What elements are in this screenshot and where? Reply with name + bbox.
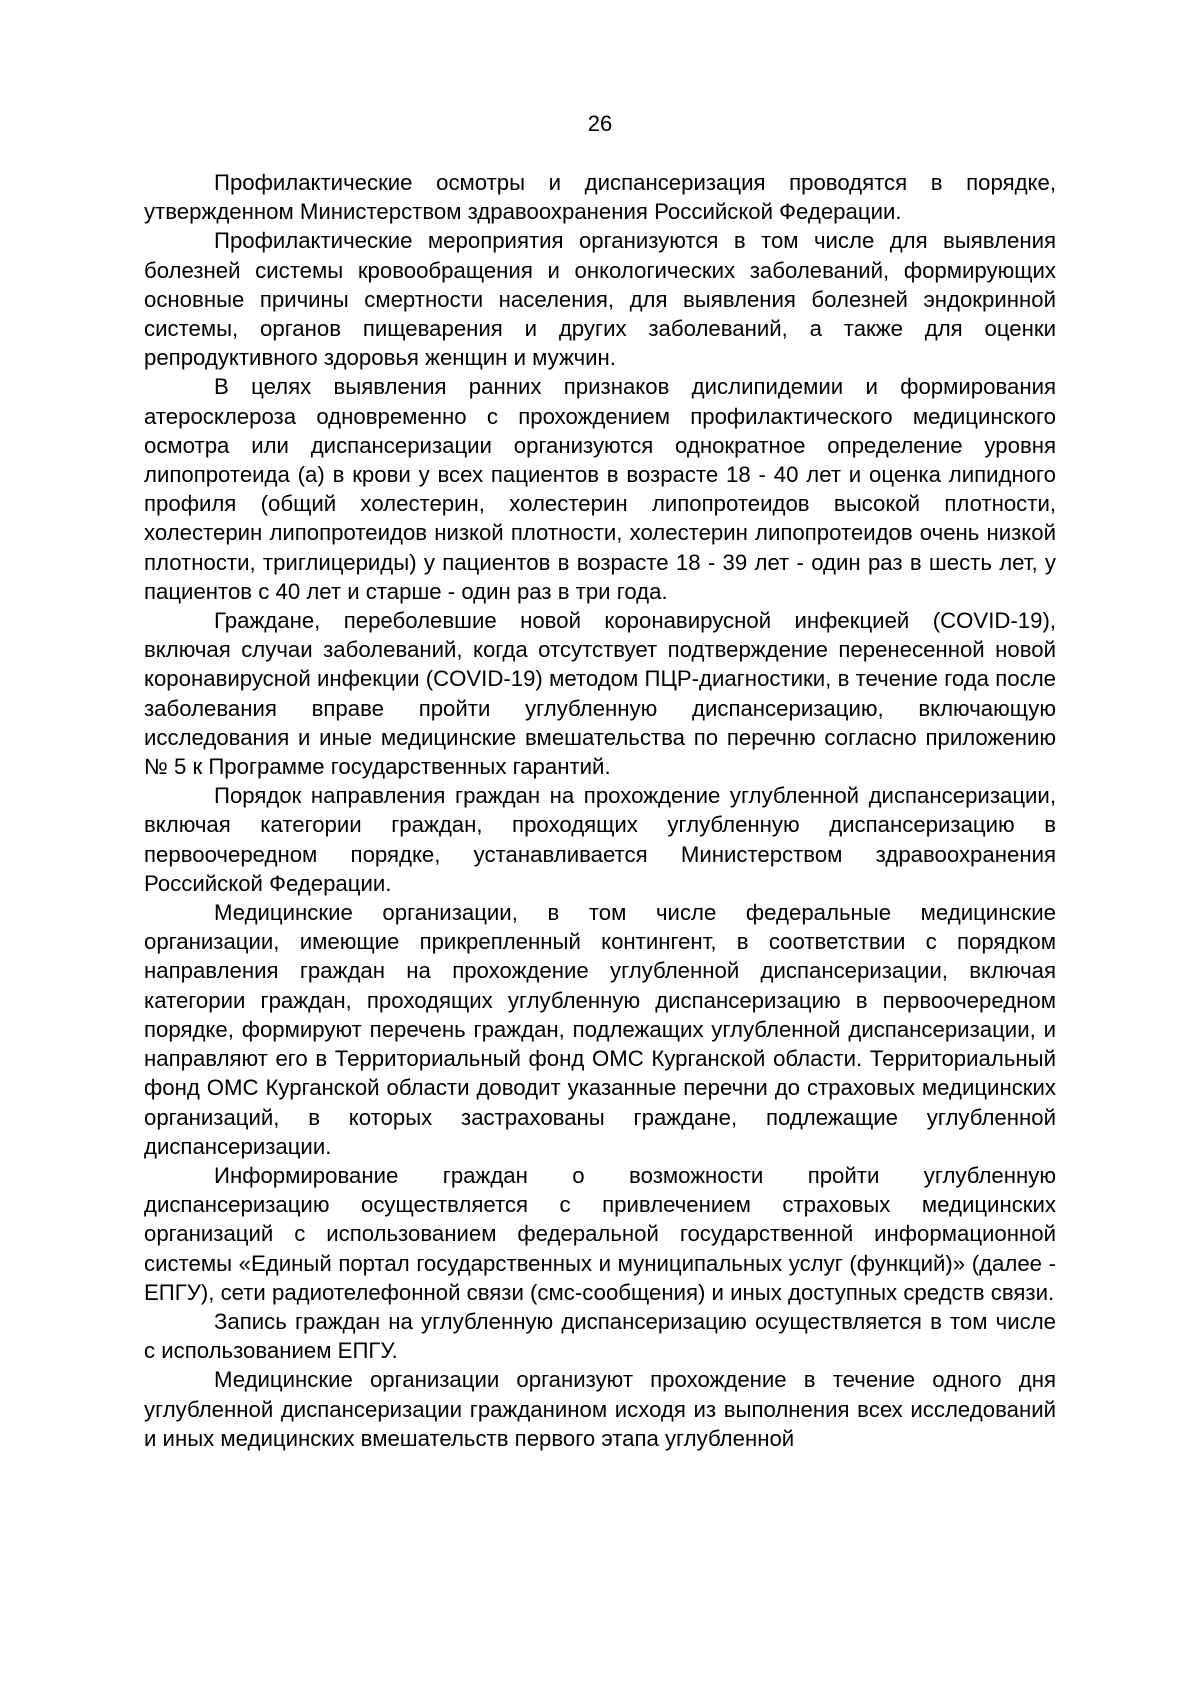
- paragraph-2: Профилактические мероприятия организуются в том числе для выявления болезней системы кровообращения и онкологических заболеваний, формирующих основные причины смертности населения, для выявления болезней эндокринной системы, органов пищеварения и других заболеваний, а также для оценки репродуктивного здоровья женщин и мужчин.: [144, 228, 1056, 371]
- paragraph-4: Граждане, переболевшие новой коронавирусной инфекцией (COVID-19), включая случаи заболеваний, когда отсутствует подтверждение перенесенной новой коронавирусной инфекции (COVID-19) методом ПЦР-диагностики, в течение года после заболевания вправе пройти углубленную диспансеризацию, включающую исследования и иные медицинские вмешательства по перечню согласно приложению № 5 к Программе государственных гарантий.: [144, 608, 1056, 780]
- paragraph-3: В целях выявления ранних признаков дислипидемии и формирования атеросклероза одновременно с прохождением профилактического медицинского осмотра или диспансеризации организуются однократное определение уровня липопротеида (а) в крови у всех пациентов в возрасте 18 - 40 лет и оценка липидного профиля (общий холестерин, холестерин липопротеидов высокой плотности, холестерин липопротеидов низкой плотности, холестерин липопротеидов очень низкой плотности, триглицериды) у пациентов в возрасте 18 - 39 лет - один раз в шесть лет, у пациентов с 40 лет и старше - один раз в три года.: [144, 374, 1056, 604]
- paragraph-6: Медицинские организации, в том числе федеральные медицинские организации, имеющие прикрепленный контингент, в соответствии с порядком направления граждан на прохождение углубленной диспансеризации, включая категории граждан, проходящих углубленную диспансеризацию в первоочередном порядке, формируют перечень граждан, подлежащих углубленной диспансеризации, и направляют его в Территориальный фонд ОМС Курганской области. Территориальный фонд ОМС Курганской области доводит указанные перечни до страховых медицинских организаций, в которых застрахованы граждане, подлежащие углубленной диспансеризации.: [144, 900, 1056, 1159]
- page-number: 26: [587, 111, 613, 136]
- paragraph-5: Порядок направления граждан на прохождение углубленной диспансеризации, включая категории граждан, проходящих углубленную диспансеризацию в первоочередном порядке, устанавливается Министерством здравоохранения Российской Федерации.: [144, 783, 1056, 896]
- paragraph-1: Профилактические осмотры и диспансеризация проводятся в порядке, утвержденном Министерством здравоохранения Российской Федерации.: [144, 170, 1056, 225]
- paragraph-8: Запись граждан на углубленную диспансеризацию осуществляется в том числе с использованием ЕПГУ.: [144, 1308, 1056, 1364]
- paragraph-9: Медицинские организации организуют прохождение в течение одного дня углубленной диспансеризации гражданином исходя из выполнения всех исследований и иных медицинских вмешательств первого этапа углубленной: [144, 1367, 1056, 1451]
- paragraph-7: Информирование граждан о возможности пройти углубленную диспансеризацию осуществляется с привлечением страховых медицинских организаций с использованием федеральной государственной информационной системы «Единый портал государственных и муниципальных услуг (функций)» (далее - ЕПГУ), сети радиотелефонной связи (смс-сообщения) и иных доступных средств связи.: [144, 1162, 1056, 1305]
- document-body: [144, 168, 1056, 1453]
